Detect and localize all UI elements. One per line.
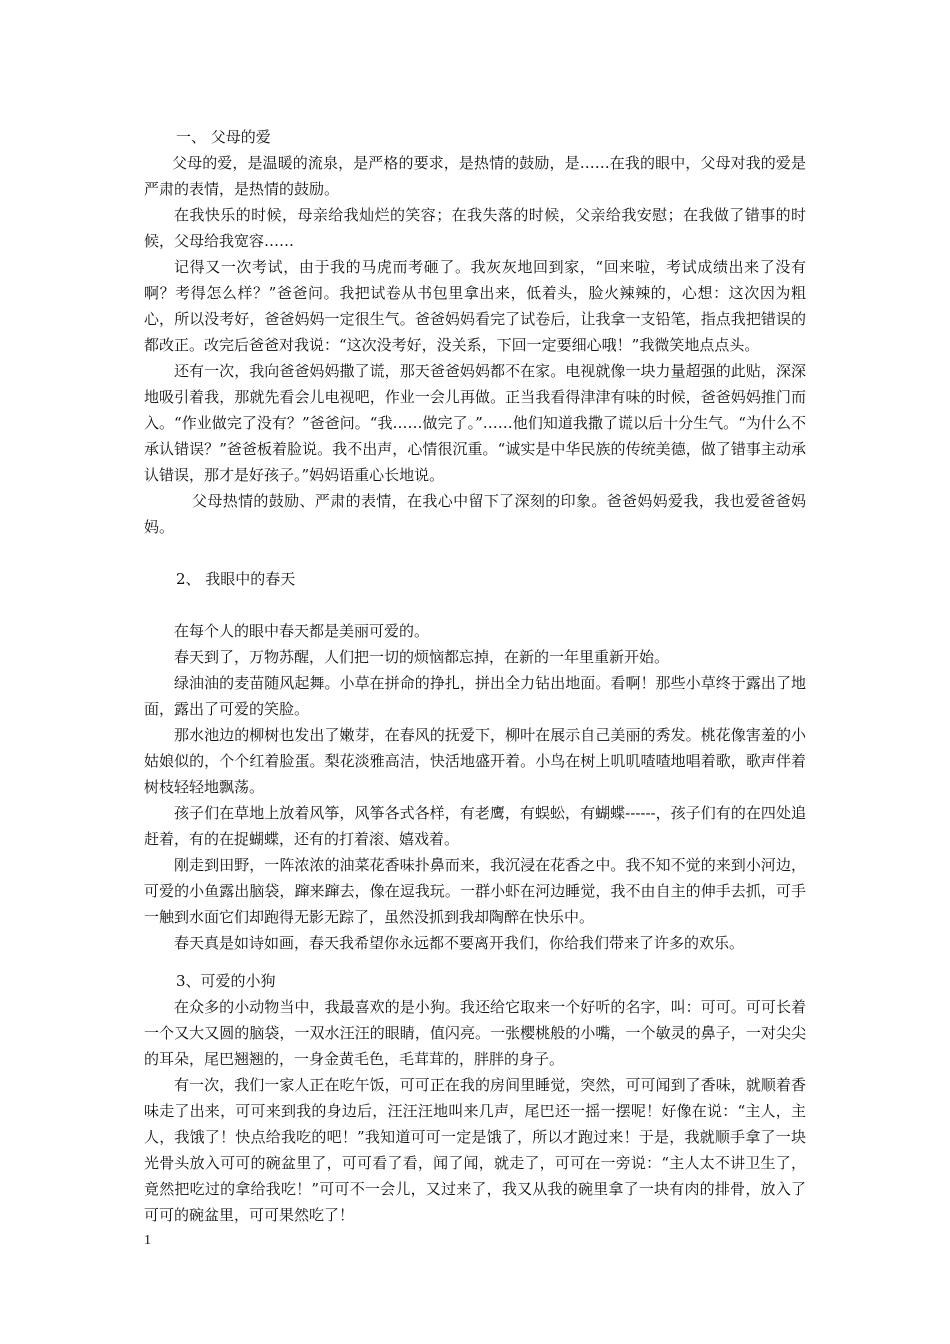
page-number: 1: [144, 1233, 151, 1248]
paragraph: 在众多的小动物当中，我最喜欢的是小狗。我还给它取来一个好听的名字，叫：可可。可可长着一个又大又圆的脑袋，一双水汪汪的眼睛，值闪亮。一张樱桃般的小嘴，一个敏灵的鼻子，一对尖尖的耳朵，尾巴翘翘的，一身金黄毛色，毛茸茸的，胖胖的身子。: [144, 998, 806, 1068]
paragraph: 记得又一次考试，由于我的马虎而考砸了。我灰灰地回到家，“回来啦，考试成绩出来了没有啊？考得怎么样？”爸爸问。我把试卷从书包里拿出来，低着头，脸火辣辣的，心想：这次因为粗心，所以没考好，爸爸妈妈一定很生气。爸爸妈妈看完了试卷后，让我拿一支铅笔，指点我把错误的都改正。改完后爸爸对我说：“这次没考好，没关系，下回一定要细心哦！”我微笑地点点头。: [144, 258, 806, 354]
paragraph: 绿油油的麦苗随风起舞。小草在拼命的挣扎，拼出全力钻出地面。看啊！那些小草终于露出了地面，露出了可爱的笑脸。: [144, 674, 806, 718]
paragraph: 还有一次，我向爸爸妈妈撒了谎，那天爸爸妈妈都不在家。电视就像一块力量超强的此贴，深深地吸引着我，那就先看会儿电视吧，作业一会儿再做。正当我看得津津有味的时候，爸爸妈妈推门而入。“作业做完了没有？”爸爸问。“我……做完了。”……他们知道我撒了谎以后十分生气。“为什么不承认错误？”爸爸板着脸说。我不出声，心情很沉重。“诚实是中华民族的传统美德，做了错事主动承认错误，那才是好孩子。”妈妈语重心长地说。: [144, 362, 806, 484]
paragraph: 那水池边的柳树也发出了嫩芽，在春风的抚爱下，柳叶在展示自己美丽的秀发。桃花像害羞的小姑娘似的，个个红着脸蛋。梨花淡雅高洁，快活地盛开着。小鸟在树上叽叽喳喳地唱着歌，歌声伴着树枝轻轻地飘荡。: [144, 726, 806, 796]
paragraph: 父母的爱，是温暖的流泉，是严格的要求，是热情的鼓励，是……在我的眼中，父母对我的爱是严肃的表情，是热情的鼓励。: [144, 154, 806, 198]
paragraph: 在我快乐的时候，母亲给我灿烂的笑容；在我失落的时候，父亲给我安慰；在我做了错事的时候，父母给我宽容……: [144, 206, 806, 250]
paragraph: 在每个人的眼中春天都是美丽可爱的。: [174, 622, 430, 640]
paragraph: 春天到了，万物苏醒，人们把一切的烦恼都忘掉，在新的一年里重新开始。: [174, 648, 670, 666]
section-title-puppy: 3、可爱的小狗: [176, 972, 276, 990]
paragraph: 父母热情的鼓励、严肃的表情，在我心中留下了深刻的印象。爸爸妈妈爱我，我也爱爸爸妈妈。: [144, 492, 806, 536]
section-title-parents-love: 一、 父母的爱: [176, 128, 271, 146]
paragraph: 有一次，我们一家人正在吃午饭，可可正在我的房间里睡觉，突然，可可闻到了香味，就顺着香味走了出来，可可来到我的身边后，汪汪汪地叫来几声，尾巴还一摇一摆呢！好像在说：“主人，主人，我饿了！快点给我吃的吧！”我知道可可一定是饿了，所以才跑过来！于是，我就顺手拿了一块光骨头放入可可的碗盆里了，可可看了看，闻了闻，就走了，可可在一旁说：“主人太不讲卫生了，竟然把吃过的拿给我吃！”可可不一会儿，又过来了，我又从我的碗里拿了一块有肉的排骨，放入了可可的碗盆里，可可果然吃了！: [144, 1076, 806, 1224]
paragraph: 春天真是如诗如画，春天我希望你永远都不要离开我们，你给我们带来了许多的欢乐。: [174, 934, 745, 952]
paragraph: 刚走到田野，一阵浓浓的油菜花香味扑鼻而来，我沉浸在花香之中。我不知不觉的来到小河边，可爱的小鱼露出脑袋，蹿来蹿去，像在逗我玩。一群小虾在河边睡觉，我不由自主的伸手去抓，可手一触到水面它们却跑得无影无踪了，虽然没抓到我却陶醉在快乐中。: [144, 856, 806, 926]
section-title-spring: 2、 我眼中的春天: [176, 570, 296, 588]
document-page: [144, 124, 806, 1228]
paragraph: 孩子们在草地上放着风筝，风筝各式各样，有老鹰，有蜈蚣，有蝴蝶------，孩子们有的在四处追赶着，有的在捉蝴蝶，还有的打着滚、嬉戏着。: [144, 804, 806, 848]
